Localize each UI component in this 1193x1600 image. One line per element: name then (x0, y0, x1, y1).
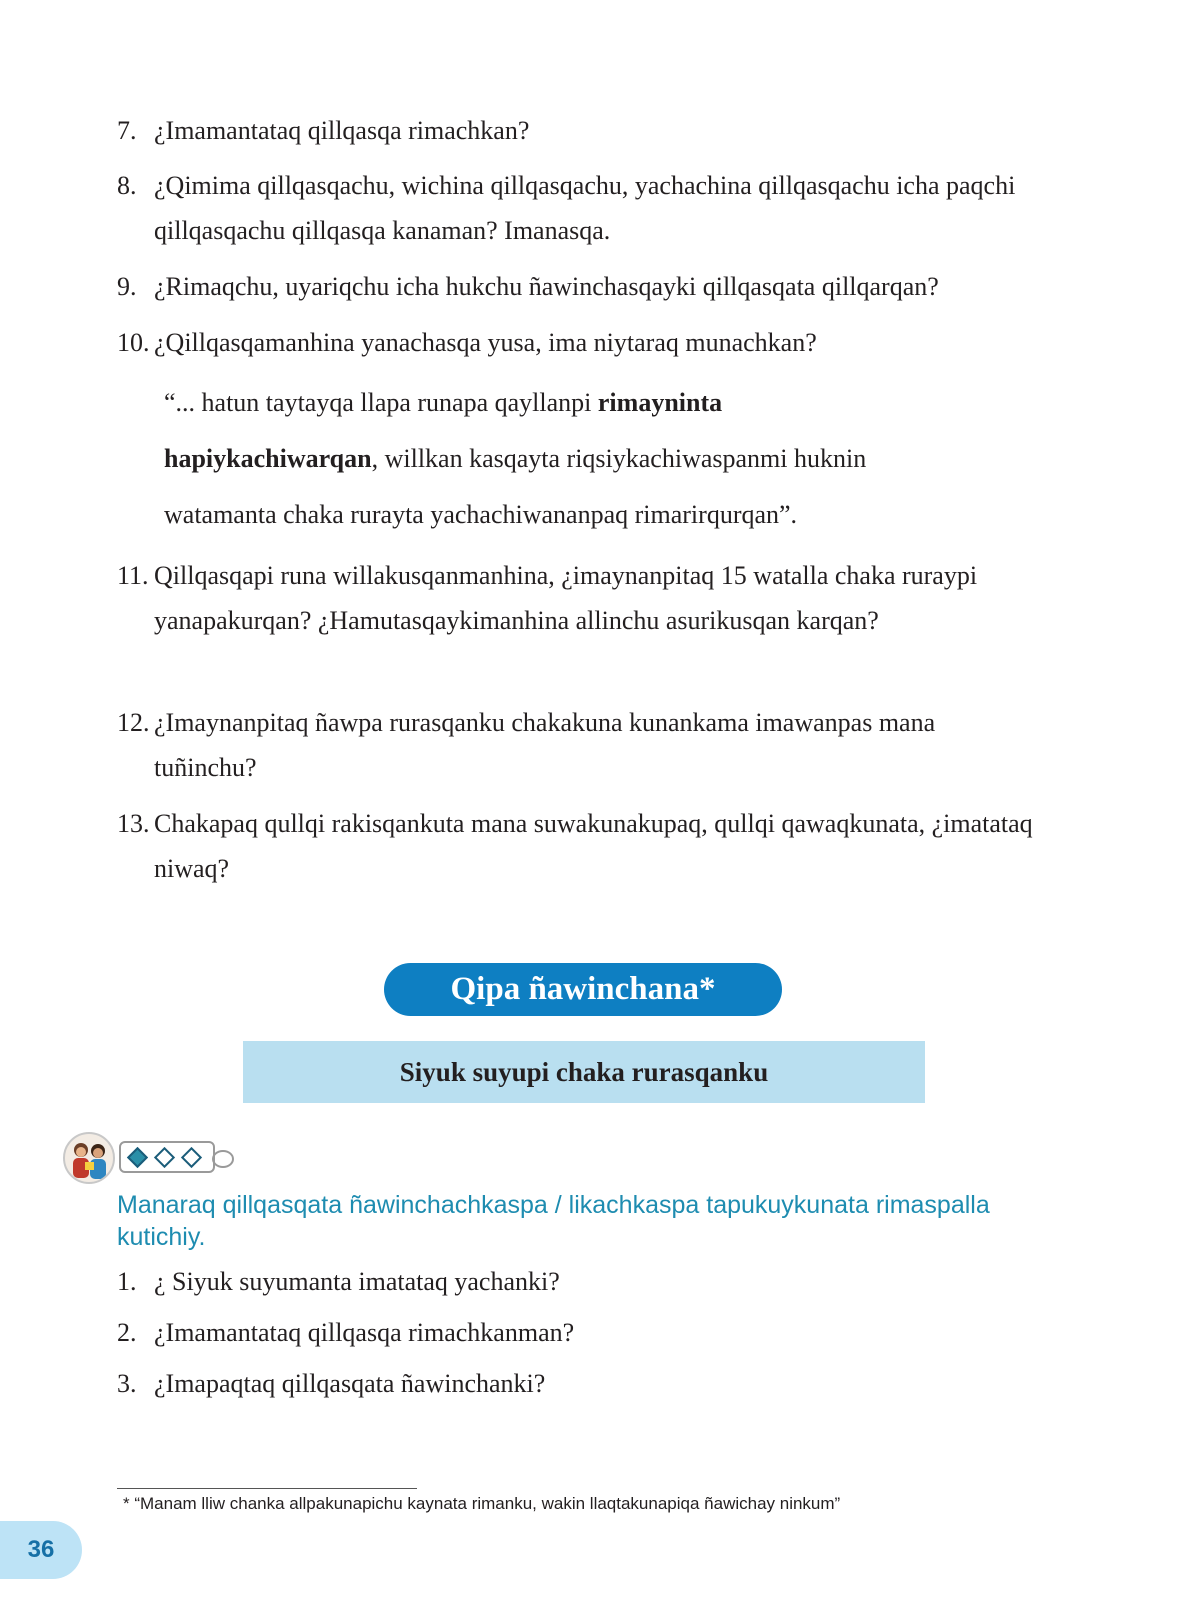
question-text: ¿Qimima qillqasqachu, wichina qillqasqachu, yachachina qillqasqachu icha paqchi qillqasqachu qillqasqa kanaman? Imanasqa. (154, 171, 1016, 245)
question-number: 10. (117, 328, 150, 357)
question-10 (117, 320, 1047, 365)
question-number: 1. (117, 1267, 137, 1296)
quote-line-2 (164, 431, 866, 487)
question-11 (117, 553, 1047, 643)
section-subtitle: Siyuk suyupi chaka rurasqanku (243, 1041, 925, 1103)
quote-text: , willkan kasqayta riqsiykachiwaspanmi huknin (371, 444, 867, 473)
children-avatar-icon (63, 1132, 115, 1184)
activity-instruction: Manaraq qillqasqata ñawinchachkaspa / likachkaspa tapukuykunata rimaspalla kutichiy. (117, 1191, 990, 1251)
question-text: Qillqasqapi runa willakusqanmanhina, ¿imaynanpitaq 15 watalla chaka ruraypi yanapakurqan? ¿Hamutasqaykimanhina allinchu asurikusqan karqan? (154, 561, 978, 635)
prereading-question-1 (117, 1259, 1047, 1304)
question-text: ¿Imamantataq qillqasqa rimachkan? (154, 116, 530, 145)
question-number: 8. (117, 171, 137, 200)
section-title-pill: Qipa ñawinchana* (384, 963, 782, 1016)
question-text: ¿Imapaqtaq qillqasqata ñawinchanki? (154, 1369, 546, 1398)
question-9 (117, 264, 1077, 309)
diamond-filled-icon (127, 1147, 148, 1168)
page-number: 36 (27, 1536, 55, 1563)
question-text: ¿Imamantataq qillqasqa rimachkanman? (154, 1318, 575, 1347)
footnote-divider (117, 1488, 417, 1489)
diamond-empty-icon (181, 1147, 202, 1168)
question-text: ¿Rimaqchu, uyariqchu icha hukchu ñawinchasqayki qillqasqata qillqarqan? (154, 272, 939, 301)
question-text: ¿Qillqasqamanhina yanachasqa yusa, ima niytaraq munachkan? (154, 328, 817, 357)
footnote: * “Manam lliw chanka allpakunapichu kaynata rimanku, wakin llaqtakunapiqa ñawichay ninkum” (123, 1494, 841, 1513)
diamond-empty-icon (154, 1147, 175, 1168)
quote-bold-text: rimayninta (597, 388, 723, 417)
prereading-question-3 (117, 1361, 1047, 1406)
question-number: 3. (117, 1369, 137, 1398)
question-8 (117, 163, 1047, 253)
question-text: Chakapaq qullqi rakisqankuta mana suwakunakupaq, qullqi qawaqkunata, ¿imatataq niwaq? (154, 809, 1033, 883)
question-number: 7. (117, 116, 137, 145)
question-number: 2. (117, 1318, 137, 1347)
quote-line-1 (164, 375, 722, 431)
quote-text: “... hatun taytayqa llapa runapa qayllanpi (164, 388, 598, 417)
difficulty-level-indicator (119, 1141, 215, 1173)
question-text: ¿ Siyuk suyumanta imatataq yachanki? (154, 1267, 560, 1296)
prereading-question-2 (117, 1310, 1047, 1355)
question-number: 13. (117, 809, 150, 838)
question-number: 12. (117, 708, 150, 737)
quote-text: watamanta chaka rurayta yachachiwananpaq rimarirqurqan”. (164, 500, 798, 529)
keyring-loop-icon (212, 1150, 234, 1168)
quote-bold-text: hapiykachiwarqan (164, 444, 372, 473)
question-number: 11. (117, 561, 149, 590)
question-text: ¿Imaynanpitaq ñawpa rurasqanku chakakuna kunankama imawanpas mana tuñinchu? (154, 708, 936, 782)
question-13 (117, 801, 1077, 891)
question-12 (117, 700, 1047, 790)
question-7 (117, 108, 1047, 153)
question-number: 9. (117, 272, 137, 301)
quote-line-3 (164, 487, 797, 543)
